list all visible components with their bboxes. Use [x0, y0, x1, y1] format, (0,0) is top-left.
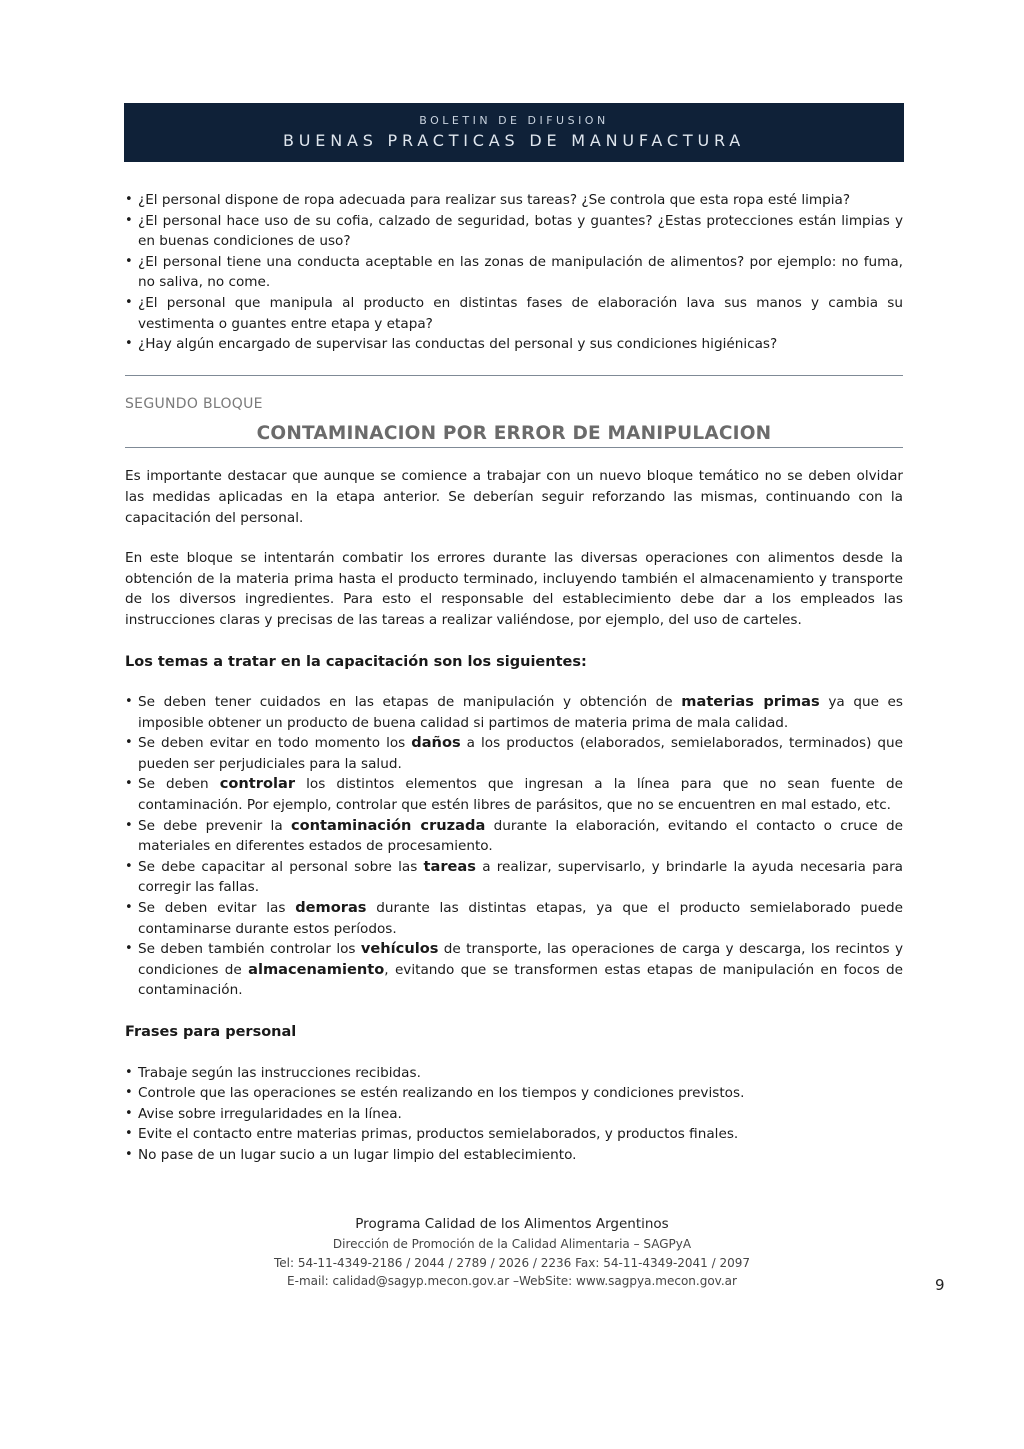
phrases-list — [125, 1063, 903, 1166]
footer-contact: E-mail: calidad@sagyp.mecon.gov.ar –WebSite: www.sagpya.mecon.gov.ar — [287, 1274, 737, 1288]
list-item: • Se deben tener cuidados en las etapas de manipulación y obtención de materias primas ya que es imposible obtener un producto de buena calidad si partimos de materia prima de mala calidad. — [125, 692, 903, 733]
bullet-icon: • — [125, 253, 133, 269]
bulletin-header — [124, 103, 904, 162]
list-item: • ¿El personal dispone de ropa adecuada para realizar sus tareas? ¿Se controla que esta ropa esté limpia? — [125, 190, 903, 211]
footer-org: Programa Calidad de los Alimentos Argentinos — [355, 1216, 669, 1232]
bullet-icon: • — [125, 1085, 133, 1101]
bullet-icon: • — [125, 1126, 133, 1142]
bullet-icon: • — [125, 817, 133, 833]
footer-dept: Dirección de Promoción de la Calidad Alimentaria – SAGPyA — [332, 1237, 692, 1251]
bullet-icon: • — [125, 1064, 133, 1080]
keyword: demoras — [295, 899, 367, 917]
keyword: tareas — [423, 857, 476, 875]
keyword: contaminación cruzada — [290, 816, 486, 834]
topics-list — [125, 692, 903, 1001]
section-divider — [125, 375, 903, 376]
footer-phones: Tel: 54-11-4349-2186 / 2044 / 2789 / 2026 / 2236 Fax: 54-11-4349-2041 / 2097 — [273, 1256, 751, 1270]
page-content — [125, 190, 903, 1166]
list-item: • Trabaje según las instrucciones recibidas. — [125, 1063, 903, 1084]
paragraph: Es importante destacar que aunque se comience a trabajar con un nuevo bloque temático no se deben olvidar las medidas aplicadas en la etapa anterior. Se deberían seguir reforzando las mismas, continuando con la capacitación del personal. — [125, 468, 903, 526]
bulletin-title: BUENAS PRACTICAS DE MANUFACTURA — [283, 131, 745, 150]
page-number: 9 — [935, 1276, 945, 1294]
list-item: • Se debe capacitar al personal sobre las tareas a realizar, supervisarlo, y brindarle la ayuda necesaria para corregir las fallas. — [125, 857, 903, 898]
list-item: • Se deben evitar las demoras durante las distintas etapas, ya que el producto semielaborado puede contaminarse durante estos períodos. — [125, 898, 903, 939]
keyword: daños — [411, 734, 461, 752]
list-item: • Se deben controlar los distintos elementos que ingresan a la línea para que no sean fuente de contaminación. Por ejemplo, controlar que estén libres de parásitos, que no se encuentren en mal estado, etc. — [125, 774, 903, 815]
bullet-icon: • — [125, 294, 133, 310]
keyword: materias primas — [681, 693, 820, 711]
keyword: almacenamiento — [248, 960, 385, 978]
bullet-icon: • — [125, 336, 133, 352]
list-item: • ¿El personal tiene una conducta aceptable en las zonas de manipulación de alimentos? por ejemplo: no fuma, no saliva, no come. — [125, 252, 903, 293]
keyword: controlar — [219, 775, 296, 793]
bullet-icon: • — [125, 192, 133, 207]
list-item: • Evite el contacto entre materias primas, productos semielaborados, y productos finales. — [125, 1124, 903, 1145]
bullet-icon: • — [125, 941, 133, 957]
block-label: SEGUNDO BLOQUE — [125, 395, 263, 412]
bullet-icon: • — [125, 694, 133, 710]
topics-heading: Los temas a tratar en la capacitación son los siguientes: — [125, 653, 587, 670]
bullet-icon: • — [125, 858, 133, 874]
bullet-icon: • — [125, 776, 133, 792]
list-item: • Controle que las operaciones se estén realizando en los tiempos y condiciones previstos. — [125, 1083, 903, 1104]
list-item: • Se deben evitar en todo momento los daños a los productos (elaborados, semielaborados, terminados) que pueden ser perjudiciales para la salud. — [125, 733, 903, 774]
list-item: • ¿El personal que manipula al producto en distintas fases de elaboración lava sus manos y cambia su vestimenta o guantes entre etapa y etapa? — [125, 293, 903, 334]
section-title: CONTAMINACION POR ERROR DE MANIPULACION — [256, 423, 772, 445]
list-item: • ¿Hay algún encargado de supervisar las conductas del personal y sus condiciones higiénicas? — [125, 334, 903, 355]
list-item: • Se deben también controlar los vehículos de transporte, las operaciones de carga y descarga, los recintos y condiciones de almacenamiento, evitando que se transformen estas etapas de manipulación en focos de contaminación. — [125, 939, 903, 1001]
title-underline — [125, 447, 903, 448]
list-item: • Avise sobre irregularidades en la línea. — [125, 1104, 903, 1125]
keyword: vehículos — [360, 940, 439, 958]
bullet-icon: • — [125, 212, 133, 228]
intro-checklist — [125, 190, 903, 355]
paragraph: En este bloque se intentarán combatir los errores durante las diversas operaciones con alimentos desde la obtención de la materia prima hasta el producto terminado, incluyendo también el almacenamiento y transporte de los diversos ingredientes. Para esto el responsable del establecimiento debe dar a los empleados las instrucciones claras y precisas de las tareas a realizar valiéndose, por ejemplo, del uso de carteles. — [125, 550, 903, 628]
list-item: • No pase de un lugar sucio a un lugar limpio del establecimiento. — [125, 1145, 903, 1166]
bulletin-kicker: BOLETIN DE DIFUSION — [419, 114, 609, 127]
bullet-icon: • — [125, 900, 133, 916]
phrases-heading: Frases para personal — [125, 1024, 297, 1040]
bullet-icon: • — [125, 735, 133, 751]
bullet-icon: • — [125, 1146, 133, 1162]
list-item: • Se debe prevenir la contaminación cruzada durante la elaboración, evitando el contacto o cruce de materiales en diferentes estados de procesamiento. — [125, 816, 903, 857]
list-item: • ¿El personal hace uso de su cofia, calzado de seguridad, botas y guantes? ¿Estas protecciones están limpias y en buenas condiciones de uso? — [125, 211, 903, 252]
bullet-icon: • — [125, 1105, 133, 1121]
